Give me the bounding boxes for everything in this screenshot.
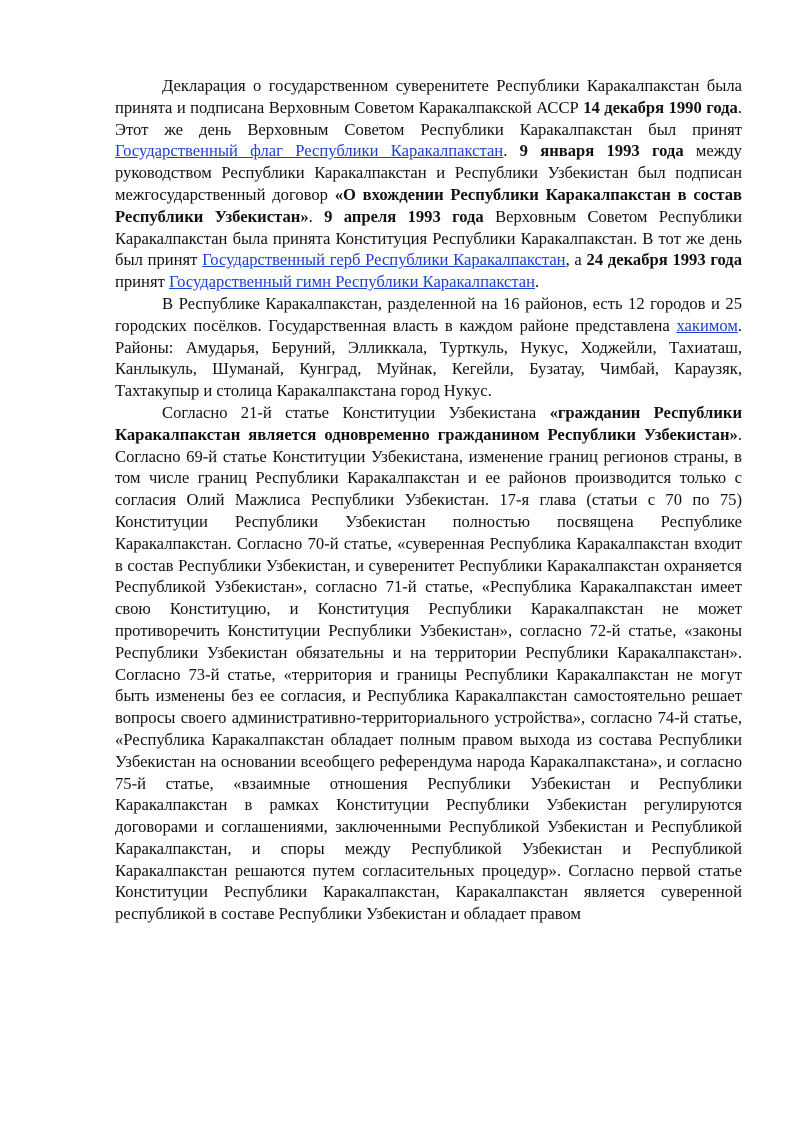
- text-run: . Районы: Амударья, Беруний, Элликкала, Турткуль, Нукус, Ходжейли, Тахиаташ, Канлыкуль, Шуманай, Кунград, Муйнак, Кегейли, Бузатау, Чимбай, Караузяк, Тахтакупыр и столица Каракалпакстана город Нукус.: [115, 315, 742, 401]
- hyperlink[interactable]: Государственный гимн Республики Каракалпакстан: [168, 272, 536, 292]
- hyperlink[interactable]: хакимом: [676, 315, 738, 335]
- text-run: . Согласно 69-й статье Конституции Узбекистана, изменение границ регионов страны, в том числе границ Республики Каракалпакстан и ее районов производится только с согласия Олий Мажлиса Республики Узбекистан. 17-я глава (статьи с 70 по 75) Конституции Республики Узбекистан полностью посвящена Республике Каракалпакстан. Согласно 70-й статье, «суверенная Республика Каракалпакстан входит в состав Республики Узбекистан, и суверенитет Республики Каракалпакстан охраняется Республикой Узбекистан», согласно 71-й статье, «Республика Каракалпакстан имеет свою Конституцию, и Конституция Республики Каракалпакстан не может противоречить Конституции Республики Узбекистан», согласно 72-й статье, «законы Республики Узбекистан обязательны и на территории Республики Каракалпакстан». Согласно 73-й статье, «территория и границы Республики Каракалпакстан не могут быть изменены без ее согласия, и Республика Каракалпакстан самостоятельно решает вопросы своего административно-территориального устройства», согласно 74-й статье, «Республика Каракалпакстан обладает полным правом выхода из состава Республики Узбекистан на основании всеобщего референдума народа Каракалпакстана», и согласно 75-й статье, «взаимные отношения Республики Узбекистан и Республики Каракалпакстан в рамках Конституции Республики Узбекистан регулируются договорами и соглашениями, заключенными Республикой Узбекистан и Республикой Каракалпакстан, и споры между Республикой Узбекистан и Республикой Каракалпакстан решаются путем согласительных процедур». Согласно первой статье Конституции Республики Каракалпакстан, Каракалпакстан является суверенной республикой в составе Республики Узбекистан и обладает правом: [115, 424, 742, 924]
- text-run: .: [535, 272, 540, 292]
- bold-text: «О вхождении Республики Каракалпакстан в состав Республики Узбекистан»: [115, 184, 742, 226]
- text-run: Согласно 21-й статье Конституции Узбекистана: [162, 402, 550, 422]
- hyperlink[interactable]: Государственный флаг Республики Каракалпакстан: [115, 141, 504, 161]
- hyperlink[interactable]: Государственный герб Республики Каракалпакстан: [202, 250, 566, 270]
- text-run: Верховным Советом Республики Каракалпакстан была принята Конституция Республики Каракалпакстан. В тот же день был принят: [115, 206, 743, 270]
- paragraph-constitution: [115, 402, 742, 925]
- bold-text: 9 января 1993 года: [519, 141, 684, 161]
- text-run: Декларация о государственном суверенитете Республики Каракалпакстан была принята и подписана Верховным Советом Каракалпакской АССР: [115, 76, 742, 117]
- text-run: между руководством Республики Каракалпакстан и Республики Узбекистан был подписан межгосударственный договор: [115, 141, 742, 204]
- bold-text: 24 декабря 1993 года: [586, 250, 742, 270]
- text-run: В Республике Каракалпакстан, разделенной на 16 районов, есть 12 городов и 25 городских посёлков. Государственная власть в каждом районе представлена: [115, 293, 742, 335]
- bold-text: «гражданин Республики Каракалпакстан является одновременно гражданином Республики Узбекистан»: [115, 402, 743, 444]
- paragraph-sovereignty: [115, 75, 742, 293]
- paragraph-districts: [115, 293, 742, 402]
- bold-text: 9 апреля 1993 года: [324, 206, 484, 226]
- text-run: .: [503, 141, 520, 161]
- bold-text: 14 декабря 1990 года: [583, 97, 738, 117]
- text-run: .: [308, 206, 325, 226]
- text-run: . Этот же день Верховным Советом Республики Каракалпакстан был принят: [115, 97, 742, 139]
- text-run: принят: [115, 272, 169, 292]
- text-run: , а: [565, 250, 587, 270]
